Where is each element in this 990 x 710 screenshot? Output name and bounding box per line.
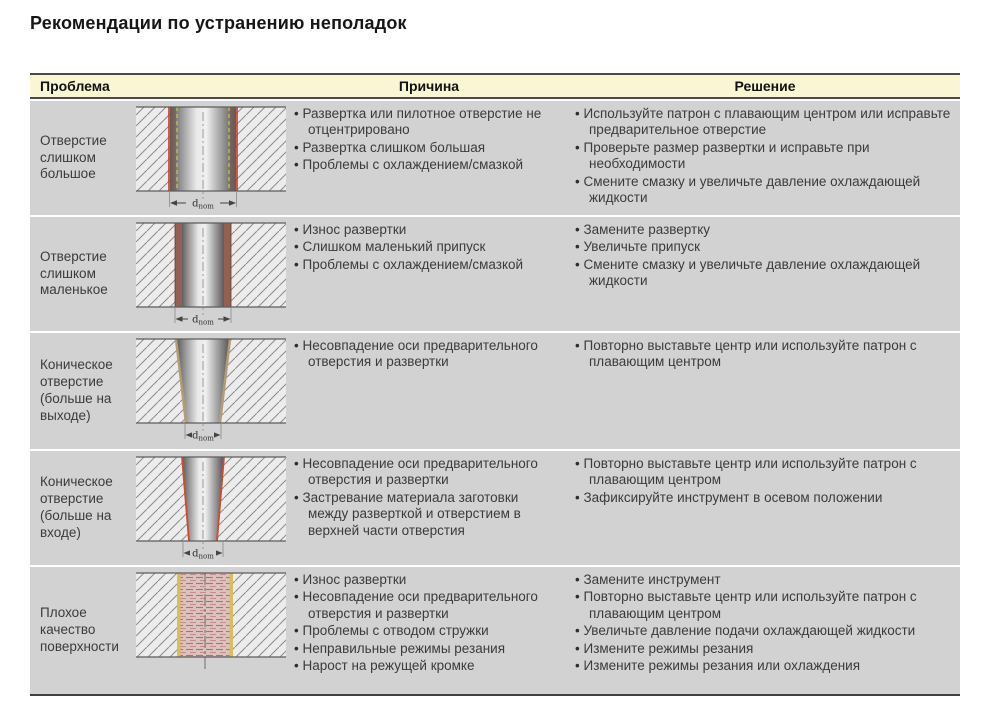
solution-list <box>570 217 960 331</box>
taper-larger-at-exit-diagram <box>135 333 288 449</box>
solution-list <box>570 567 960 694</box>
table-row-hole-too-small <box>30 217 960 331</box>
list-item: • Несовпадение оси предварительного отверстия и развертки <box>294 589 562 622</box>
list-item: • Повторно выставьте центр или используйте патрон с плавающим центром <box>575 589 952 622</box>
dim-label: $d_{nom}$ <box>192 430 214 442</box>
bore-cross-section-icon <box>136 570 286 676</box>
problem-label: Коническое отверстие (больше на входе) <box>40 474 113 540</box>
dim-label: $d_{nom}$ <box>192 314 214 326</box>
table-row-poor-surface-finish <box>30 567 960 696</box>
table-header-row <box>30 73 960 99</box>
poor-surface-finish-diagram <box>135 567 288 694</box>
list-item: • Повторно выставьте центр или используйте патрон с плавающим центром <box>575 338 952 371</box>
list-item: • Нарост на режущей кромке <box>294 658 562 674</box>
solution-list <box>570 451 960 565</box>
solution-list <box>570 101 960 215</box>
list-item: • Проверьте размер развертки и исправьте при необходимости <box>575 140 952 173</box>
problem-label: Отверстие слишком маленькое <box>40 248 108 298</box>
cause-list <box>288 567 570 694</box>
list-item: • Повторно выставьте центр или используйте патрон с плавающим центром <box>575 456 952 489</box>
dim-label: $d_{nom}$ <box>192 548 214 560</box>
troubleshooting-table <box>30 73 960 696</box>
list-item: • Замените инструмент <box>575 572 952 588</box>
list-item: • Смените смазку и увеличьте давление охлаждающей жидкости <box>575 257 952 290</box>
solution-list <box>570 333 960 449</box>
list-item: • Замените развертку <box>575 222 952 238</box>
table-row-taper-larger-at-entry <box>30 451 960 565</box>
list-item: • Застревание материала заготовки между разверткой и отверстием в верхней части отверстия <box>294 490 562 539</box>
list-item: • Износ развертки <box>294 222 562 238</box>
hole-too-large-diagram <box>135 101 288 215</box>
taper-larger-at-entry-diagram <box>135 451 288 565</box>
cause-list <box>288 217 570 331</box>
bore-cross-section-icon <box>136 336 286 442</box>
problem-label: Плохое качество поверхности <box>40 605 119 654</box>
cause-list <box>288 451 570 565</box>
list-item: • Измените режимы резания <box>575 641 952 657</box>
list-item: • Увеличьте припуск <box>575 239 952 255</box>
problem-label: Отверстие слишком большое <box>40 132 107 182</box>
bore-cross-section-icon <box>136 454 286 560</box>
column-header-problem: Проблема <box>40 78 110 94</box>
bore-cross-section-icon <box>136 220 286 326</box>
list-item: • Увеличьте давление подачи охлаждающей жидкости <box>575 623 952 639</box>
table-row-taper-larger-at-exit <box>30 333 960 449</box>
dim-label: $d_{nom}$ <box>192 198 214 210</box>
hole-too-small-diagram <box>135 217 288 331</box>
list-item: • Развертка слишком большая <box>294 140 562 156</box>
page-title: Рекомендации по устранению неполадок <box>30 13 407 33</box>
bore-cross-section-icon <box>136 104 286 210</box>
list-item: • Используйте патрон с плавающим центром или исправьте предварительное отверстие <box>575 106 952 139</box>
list-item: • Развертка или пилотное отверстие не отцентрировано <box>294 106 562 139</box>
table-row-hole-too-large <box>30 101 960 215</box>
list-item: • Износ развертки <box>294 572 562 588</box>
list-item: • Несовпадение оси предварительного отверстия и развертки <box>294 456 562 489</box>
list-item: • Слишком маленький припуск <box>294 239 562 255</box>
list-item: • Смените смазку и увеличьте давление охлаждающей жидкости <box>575 174 952 207</box>
column-header-cause: Причина <box>398 78 460 94</box>
list-item: • Зафиксируйте инструмент в осевом положении <box>575 490 952 506</box>
list-item: • Проблемы с отводом стружки <box>294 623 562 639</box>
list-item: • Измените режимы резания или охлаждения <box>575 658 952 674</box>
cause-list <box>288 333 570 449</box>
cause-list <box>288 101 570 215</box>
list-item: • Неправильные режимы резания <box>294 641 562 657</box>
list-item: • Проблемы с охлаждением/смазкой <box>294 157 562 173</box>
list-item: • Проблемы с охлаждением/смазкой <box>294 257 562 273</box>
problem-label: Коническое отверстие (больше на выходе) <box>40 357 113 423</box>
column-header-solution: Решение <box>734 78 796 94</box>
list-item: • Несовпадение оси предварительного отверстия и развертки <box>294 338 562 371</box>
